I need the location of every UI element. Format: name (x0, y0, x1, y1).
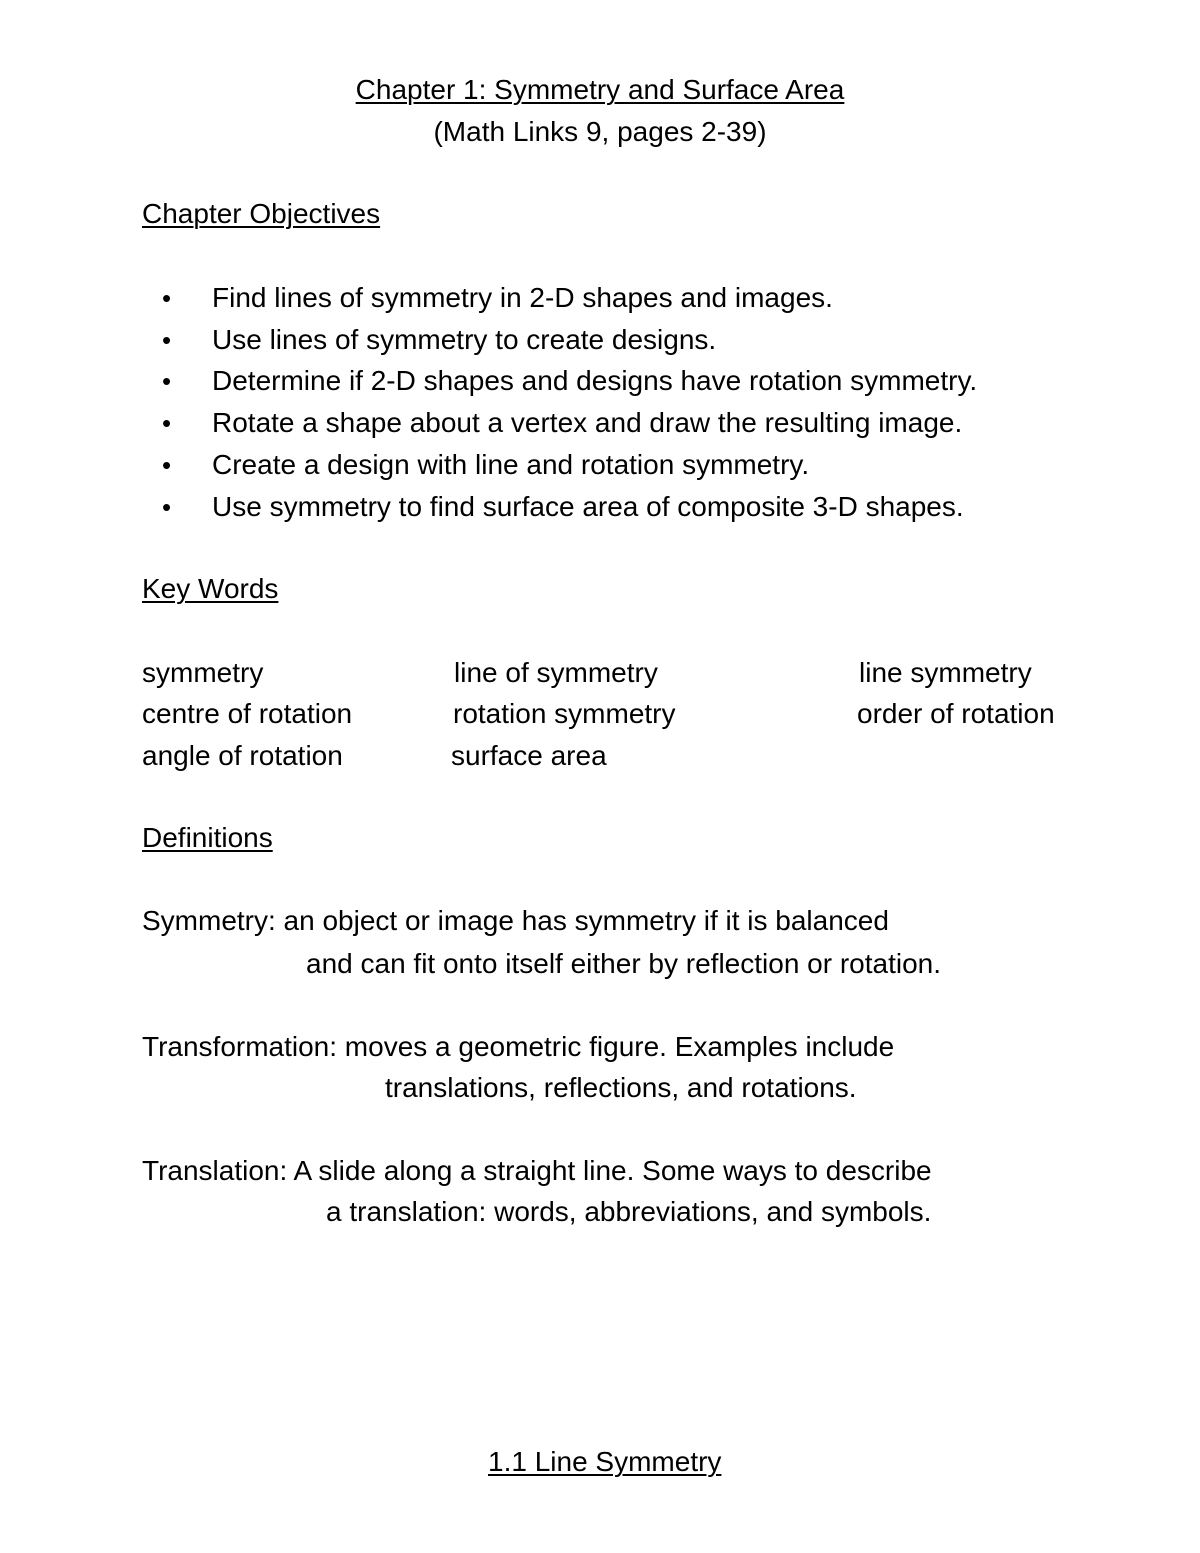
definitions-heading: Definitions (142, 822, 273, 853)
definition-line: Transformation: moves a geometric figure. Examples include (142, 1031, 895, 1062)
bullet-icon: • (162, 366, 172, 396)
key-word: angle of rotation (142, 740, 343, 771)
objective-item: Determine if 2-D shapes and designs have rotation symmetry. (212, 365, 978, 396)
page-title: Chapter 1: Symmetry and Surface Area (355, 74, 845, 105)
objective-item: Use lines of symmetry to create designs. (212, 324, 717, 355)
section-title: 1.1 Line Symmetry (488, 1446, 722, 1477)
key-word: rotation symmetry (453, 698, 676, 729)
bullet-icon: • (162, 492, 172, 522)
key-word: surface area (451, 740, 607, 771)
bullet-icon: • (162, 283, 172, 313)
key-word: line symmetry (859, 657, 1032, 688)
key-word: symmetry (142, 657, 264, 688)
bullet-icon: • (162, 450, 172, 480)
key-word: order of rotation (857, 698, 1055, 729)
key-words-heading: Key Words (142, 573, 279, 604)
bullet-icon: • (162, 408, 172, 438)
page-subtitle: (Math Links 9, pages 2-39) (433, 116, 767, 147)
key-word: centre of rotation (142, 698, 353, 729)
objective-item: Rotate a shape about a vertex and draw the resulting image. (212, 407, 963, 438)
key-word: line of symmetry (454, 657, 658, 688)
bullet-icon: • (162, 325, 172, 355)
objectives-heading: Chapter Objectives (142, 198, 381, 229)
definition-line: Translation: A slide along a straight line. Some ways to describe (142, 1155, 932, 1186)
objective-item: Use symmetry to find surface area of composite 3-D shapes. (212, 491, 964, 522)
definition-line: and can fit onto itself either by reflection or rotation. (306, 948, 942, 979)
objective-item: Create a design with line and rotation symmetry. (212, 449, 810, 480)
definition-line: a translation: words, abbreviations, and symbols. (326, 1196, 932, 1227)
objective-item: Find lines of symmetry in 2-D shapes and images. (212, 282, 833, 313)
definition-line: translations, reflections, and rotations. (385, 1072, 857, 1103)
definition-line: Symmetry: an object or image has symmetry if it is balanced (142, 905, 889, 936)
